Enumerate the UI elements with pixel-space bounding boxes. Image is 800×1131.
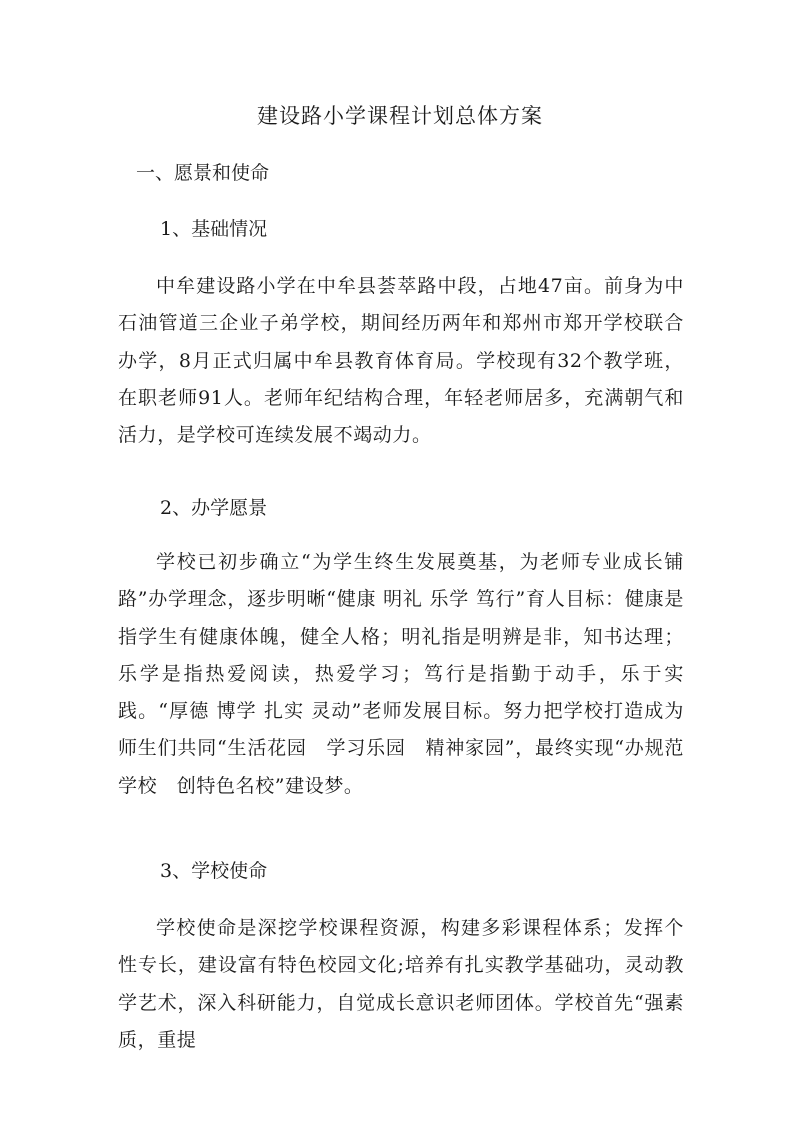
paragraph-school-mission: 学校使命是深挖学校课程资源，构建多彩课程体系；发挥个性专长，建设富有特色校园文化;培养有扎实教学基础功，灵动教学艺术，深入科研能力，自觉成长意识老师团体。学校首先“强素质，重提 xyxy=(118,917,684,1051)
section-heading-vision-mission: 一、愿景和使命 xyxy=(136,162,270,184)
subsection-heading-school-mission: 3、学校使命 xyxy=(160,860,268,882)
document-title: 建设路小学课程计划总体方案 xyxy=(257,104,543,128)
subsection-heading-basic-info: 1、基础情况 xyxy=(160,218,268,240)
paragraph-school-vision: 学校已初步确立“为学生终生发展奠基，为老师专业成长铺路”办学理念，逐步明晰“健康 明礼 乐学 笃行”育人目标：健康是指学生有健康体魄，健全人格；明礼指是明辨是非，知书达理；乐学是指热爱阅读，热爱学习；笃行是指勤于动手，乐于实践。“厚德 博学 扎实 灵动”老师发展目标。努力把学校打造成为师生们共同“生活花园 学习乐园 精神家园”，最终实现“办规范学校 创特色名校”建设梦。 xyxy=(118,551,684,797)
paragraph-basic-info: 中牟建设路小学在中牟县荟萃路中段，占地47亩。前身为中石油管道三企业子弟学校，期间经历两年和郑州市郑开学校联合办学，8月正式归属中牟县教育体育局。学校现有32个教学班，在职老师91人。老师年纪结构合理，年轻老师居多，充满朝气和活力，是学校可连续发展不竭动力。 xyxy=(118,275,684,447)
subsection-heading-school-vision: 2、办学愿景 xyxy=(160,497,268,519)
